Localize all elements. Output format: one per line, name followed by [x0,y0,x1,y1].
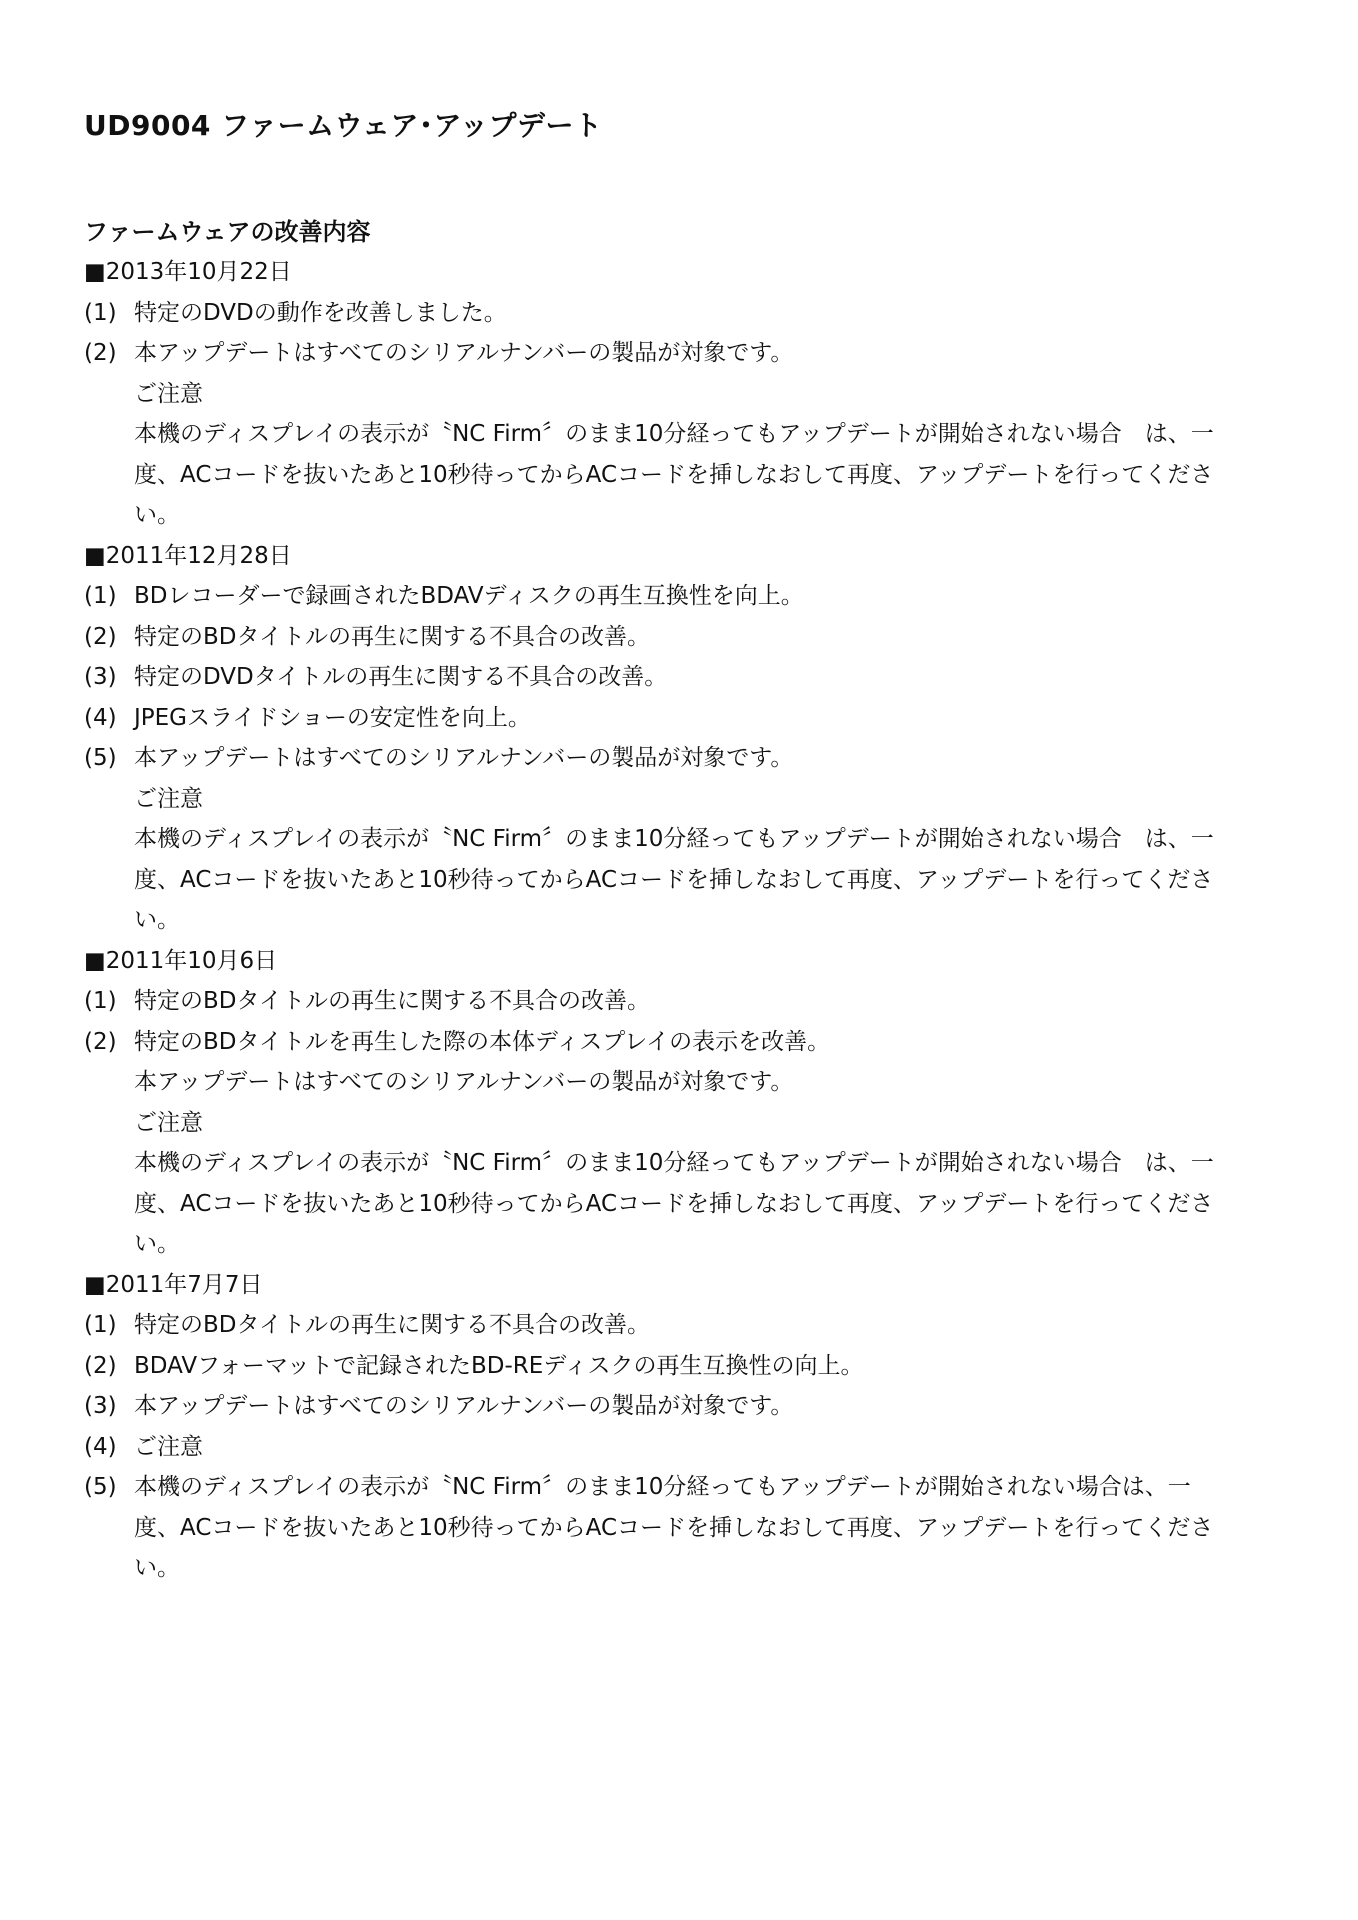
item-text: JPEGスライドショーの安定性を向上。 [134,704,531,731]
item-text: 度、ACコードを抜いたあと10秒待ってからACコードを挿しなおして再度、アップデートを行ってくださ [134,1514,1214,1541]
update-note-line [84,1103,1304,1144]
item-number: (1) [84,299,117,326]
item-text: い。 [134,907,180,933]
update-note-line [84,414,1304,455]
item-number: (2) [84,623,117,650]
item-text: い。 [134,502,180,528]
item-text: い。 [134,1555,180,1581]
update-date: ■2011年10月6日 [84,947,278,974]
update-note-line [84,657,1304,698]
item-text: 度、ACコードを抜いたあと10秒待ってからACコードを挿しなおして再度、アップデートを行ってくださ [134,461,1214,488]
item-text: 特定のBDタイトルの再生に関する不具合の改善。 [134,1312,651,1338]
item-number: (4) [84,704,117,731]
item-text: 本機のディスプレイの表示が〝NC Firm〞のまま10分経ってもアップデートが開始されない場合 は、一 [134,826,1214,852]
update-note-line [84,819,1304,860]
item-text: 本機のディスプレイの表示が〝NC Firm〞のまま10分経ってもアップデートが開始されない場合 は、一 [134,421,1214,447]
update-note-line [84,1508,1304,1549]
update-history [84,252,1304,1589]
item-text: ご注意 [134,785,203,812]
item-number: (1) [84,1312,117,1338]
update-note-line [84,293,1304,334]
update-note-line [84,900,1304,941]
update-note-line [84,1184,1304,1225]
item-text: 特定のBDタイトルを再生した際の本体ディスプレイの表示を改善。 [134,1028,831,1055]
update-note-line [84,860,1304,901]
item-text: 本アップデートはすべてのシリアルナンバーの製品が対象です。 [134,1393,794,1419]
item-text: 特定のBDタイトルの再生に関する不具合の改善。 [134,623,651,650]
update-note-line [84,698,1304,739]
item-text: 本機のディスプレイの表示が〝NC Firm〞のまま10分経ってもアップデートが開始されない場合は、一 [134,1474,1191,1500]
item-text: 度、ACコードを抜いたあと10秒待ってからACコードを挿しなおして再度、アップデートを行ってくださ [134,1190,1214,1217]
item-text: 特定のBDタイトルの再生に関する不具合の改善。 [134,988,651,1014]
update-note-line [84,617,1304,658]
update-date: ■2011年7月7日 [84,1271,263,1298]
update-note-line [84,1224,1304,1265]
item-text: ご注意 [134,1109,203,1136]
item-text: ご注意 [134,380,203,407]
update-note-line [84,1386,1304,1427]
item-number: (2) [84,340,117,366]
item-text: 特定のDVDタイトルの再生に関する不具合の改善。 [134,664,668,690]
item-number: (1) [84,988,117,1014]
item-number: (4) [84,1433,117,1460]
item-number: (5) [84,745,117,771]
update-note-line [84,495,1304,536]
update-note-line [84,981,1304,1022]
update-note-line [84,1305,1304,1346]
item-number: (3) [84,664,117,690]
item-text: 本アップデートはすべてのシリアルナンバーの製品が対象です。 [134,745,794,771]
update-note-line [84,779,1304,820]
update-note-line [84,576,1304,617]
section-heading: ファームウェアの改善内容 [84,218,371,246]
item-text: い。 [134,1231,180,1257]
item-text: 特定のDVDの動作を改善しました。 [134,299,507,326]
update-note-line [84,1143,1304,1184]
item-text: BDレコーダーで録画されたBDAVディスクの再生互換性を向上。 [134,583,804,609]
item-number: (5) [84,1474,117,1500]
item-number: (2) [84,1028,117,1055]
item-number: (2) [84,1352,117,1379]
update-date: ■2013年10月22日 [84,259,292,285]
update-note-line [84,374,1304,415]
update-note-line [84,1062,1304,1103]
update-note-line [84,1022,1304,1063]
update-note-line [84,1548,1304,1589]
item-text: ご注意 [134,1433,203,1460]
item-text: 本アップデートはすべてのシリアルナンバーの製品が対象です。 [134,1069,794,1095]
item-number: (3) [84,1393,117,1419]
item-text: 度、ACコードを抜いたあと10秒待ってからACコードを挿しなおして再度、アップデートを行ってくださ [134,866,1214,893]
update-note-line [84,738,1304,779]
item-text: 本アップデートはすべてのシリアルナンバーの製品が対象です。 [134,340,794,366]
item-number: (1) [84,583,117,609]
update-note-line [84,333,1304,374]
update-date: ■2011年12月28日 [84,542,292,569]
item-text: 本機のディスプレイの表示が〝NC Firm〞のまま10分経ってもアップデートが開始されない場合 は、一 [134,1150,1214,1176]
update-note-line [84,455,1304,496]
item-text: BDAVフォーマットで記録されたBD-REディスクの再生互換性の向上。 [134,1352,864,1379]
update-note-line [84,1346,1304,1387]
update-note-line [84,1467,1304,1508]
document-title: UD9004 ファームウェア･アップデート [84,109,603,142]
update-note-line [84,1427,1304,1468]
